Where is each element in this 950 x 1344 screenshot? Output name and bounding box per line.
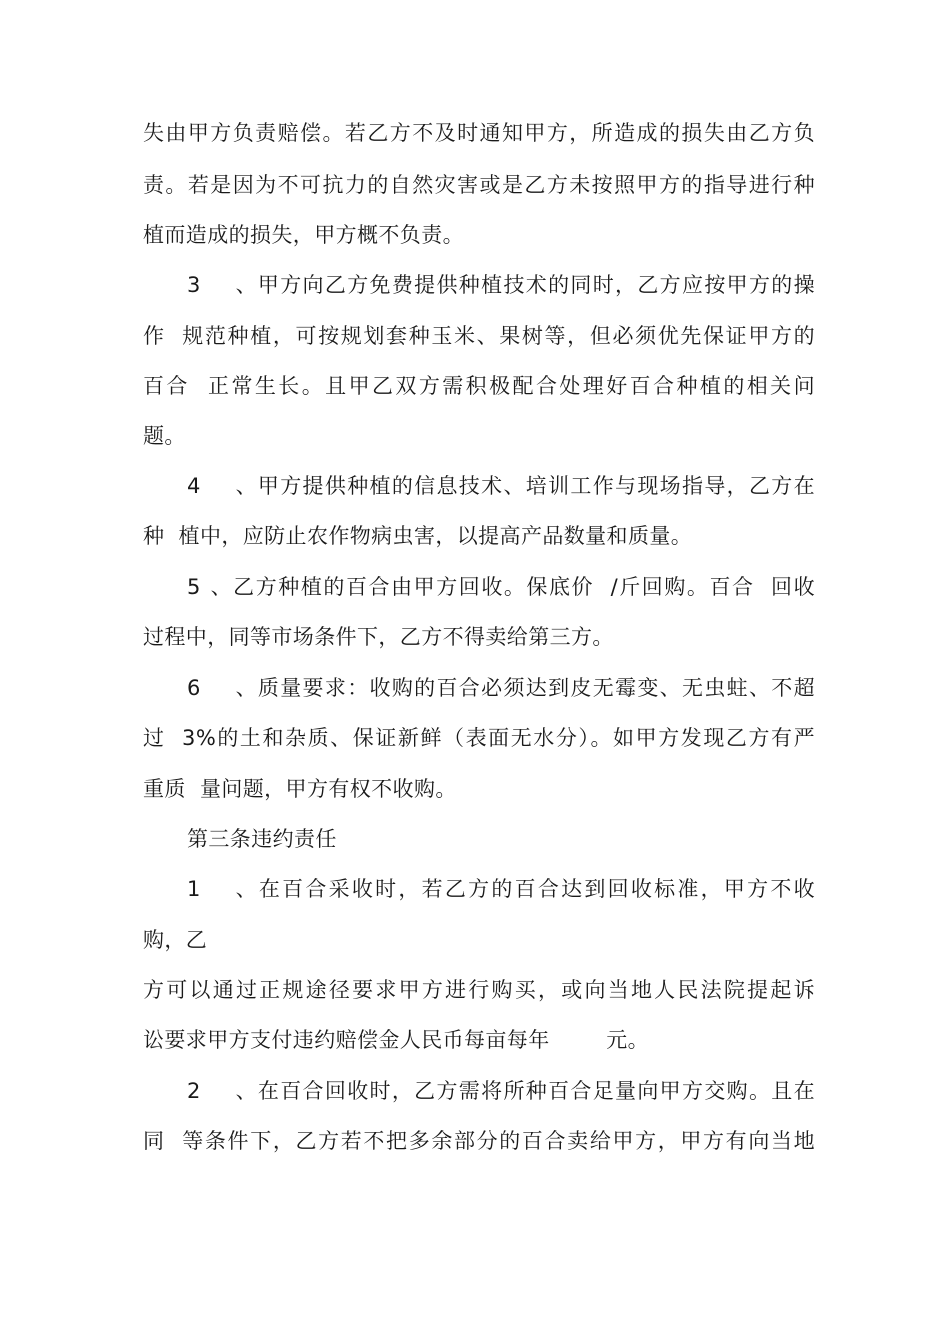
paragraph-line: 同 等条件下，乙方若不把多余部分的百合卖给甲方，甲方有向当地 [143,1129,815,1153]
paragraph-line: 失由甲方负责赔偿。若乙方不及时通知甲方，所造成的损失由乙方负 [143,121,815,145]
paragraph-line: 重质 量问题，甲方有权不收购。 [143,777,457,801]
paragraph-line: 购，乙 [143,928,208,952]
paragraph-line: 作 规范种植，可按规划套种玉米、果树等，但必须优先保证甲方的 [143,324,815,348]
section-heading: 第三条违约责任 [187,827,337,851]
clause-number: 6、 [187,676,257,700]
paragraph-line: 植而造成的损失，甲方概不负责。 [143,223,464,247]
clause-number: 5、 [187,575,232,599]
paragraph-line: 过 3%的土和杂质、保证新鲜（表面无水分）。如甲方发现乙方有严 [143,726,815,750]
clause-5-line: 5、乙方种植的百合由甲方回收。保底价 /斤回购。百合 回收 [187,572,815,602]
paragraph-line: 百合 正常生长。且甲乙双方需积极配合处理好百合种植的相关问 [143,374,815,398]
clause-3-line: 3、甲方向乙方免费提供种植技术的同时，乙方应按甲方的操 [187,270,815,300]
paragraph-line: 过程中，同等市场条件下，乙方不得卖给第三方。 [143,625,614,649]
clause-number: 4、 [187,474,257,498]
paragraph-line: 责。若是因为不可抗力的自然灾害或是乙方未按照甲方的指导进行种 [143,173,815,197]
paragraph-line: 讼要求甲方支付违约赔偿金人民币每亩每年 元。 [143,1028,650,1052]
clause-number: 1、 [187,877,257,901]
clause-6-line: 6、质量要求：收购的百合必须达到皮无霉变、无虫蛀、不超 [187,673,815,703]
breach-clause-1-line: 1、在百合采收时，若乙方的百合达到回收标准，甲方不收 [187,874,815,904]
breach-clause-2-line: 2、在百合回收时，乙方需将所种百合足量向甲方交购。且在 [187,1076,815,1106]
clause-number: 3、 [187,273,257,297]
paragraph-line: 方可以通过正规途径要求甲方进行购买，或向当地人民法院提起诉 [143,978,815,1002]
paragraph-line: 种 植中，应防止农作物病虫害，以提高产品数量和质量。 [143,524,693,548]
clause-4-line: 4、甲方提供种植的信息技术、培训工作与现场指导，乙方在 [187,471,815,501]
clause-number: 2、 [187,1079,257,1103]
paragraph-line: 题。 [143,424,186,448]
